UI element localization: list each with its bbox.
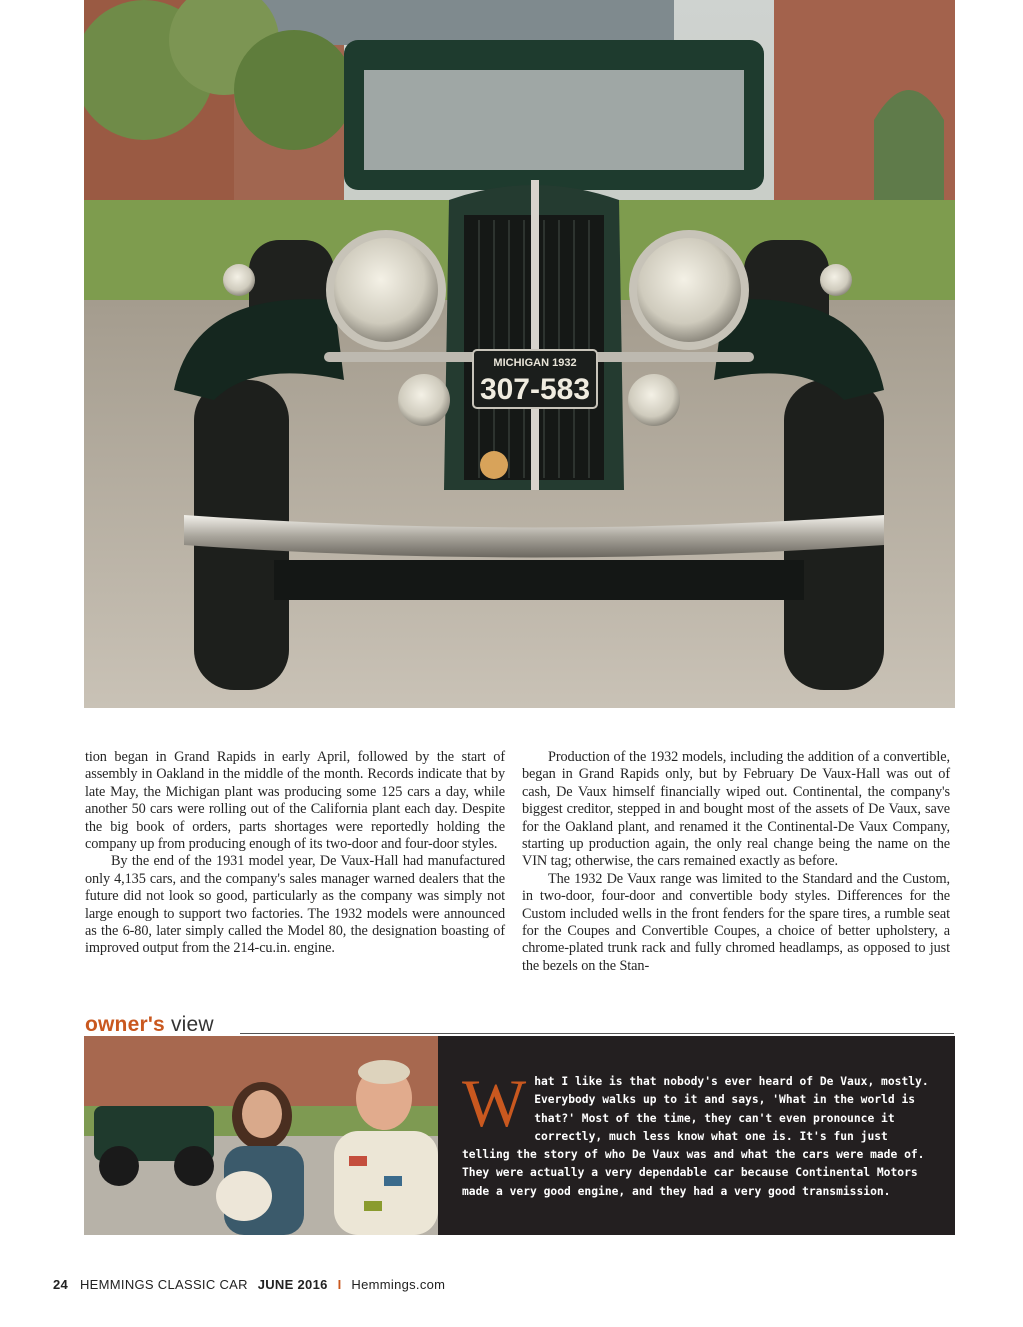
license-plate (473, 350, 597, 408)
plate-state-text: MICHIGAN 1932 (493, 357, 577, 369)
owners-view-title (85, 1013, 214, 1037)
article-right-column (522, 749, 950, 975)
left-paragraph-2: By the end of the 1931 model year, De Vaux-Hall had manufactured only 4,135 cars, and the company's sales manager warned dealers that the future did not look so good, particularly as the company was simply not large enough to support two factories. The 1932 models were announced as the 6-80, later simply called the Model 80, the designation boasting of improved output from the 214-cu.in. engine. (85, 853, 505, 957)
right-paragraph-1: Production of the 1932 models, including the addition of a convertible, began in Grand Rapids only, but by February De Vaux-Hall was out of cash, De Vaux himself financially wiped out. Continental, the company's biggest creditor, stepped in and bought most of the assets of De Vaux, save for the Oakland plant, and renamed it the Continental-De Vaux Company, starting up production again, the only real change being the name on the VIN tag; otherwise, the cars remained exactly as before. (522, 749, 950, 870)
page-number: 24 (53, 1277, 69, 1292)
owners-quote-box (438, 1036, 955, 1235)
owners-quote-text: hat I like is that nobody's ever heard of De Vaux, mostly. Everybody walks up to it and says, 'What in the world is that?' Most of the time, they can't even pronounce it correctly, much less know what one is. It's fun just telling the story of who De Vaux was and what the cars were made of. They were actually a very dependable car because Continental Motors made a very good engine, and they had a very good transmission. (462, 1075, 929, 1198)
section-divider (240, 1033, 954, 1034)
owners-with-car-illustration (84, 1036, 438, 1235)
hero-car-photo (84, 0, 955, 708)
website-link[interactable]: Hemmings.com (351, 1277, 446, 1292)
left-paragraph-1: tion began in Grand Rapids in early April, followed by the start of assembly in Oakland in the middle of the month. Records indicate that by late May, the Michigan plant was producing some 125 cars a day, while another 50 cars were rolling out of the California plant each day. Despite the big book of orders, parts shortages were reportedly holding the company up from producing enough of its two-door and four-door styles. (85, 749, 505, 853)
issue-date: JUNE 2016 (257, 1277, 328, 1292)
plate-number-text: 307-583 (479, 373, 591, 406)
article-left-column (85, 749, 505, 958)
magazine-name: HEMMINGS CLASSIC CAR (79, 1277, 248, 1292)
owners-photo (84, 1036, 438, 1235)
quote-dropcap: W (462, 1065, 527, 1141)
owners-view-title-accent: owner's (85, 1013, 165, 1036)
car-front-illustration (84, 0, 955, 708)
owners-view-title-rest: view (170, 1013, 214, 1036)
right-paragraph-2: The 1932 De Vaux range was limited to the Standard and the Custom, in two-door, four-door and convertible body styles. Differences for the Custom included wells in the front fenders for the spare tires, a rumble seat for the Coupes and Convertible Coupes, a choice of better upholstery, a chrome-plated trunk rack and fully chromed headlamps, as opposed to just the bezels on the Stan- (522, 870, 950, 974)
footer-separator: I (337, 1277, 342, 1292)
page-footer (53, 1277, 445, 1292)
